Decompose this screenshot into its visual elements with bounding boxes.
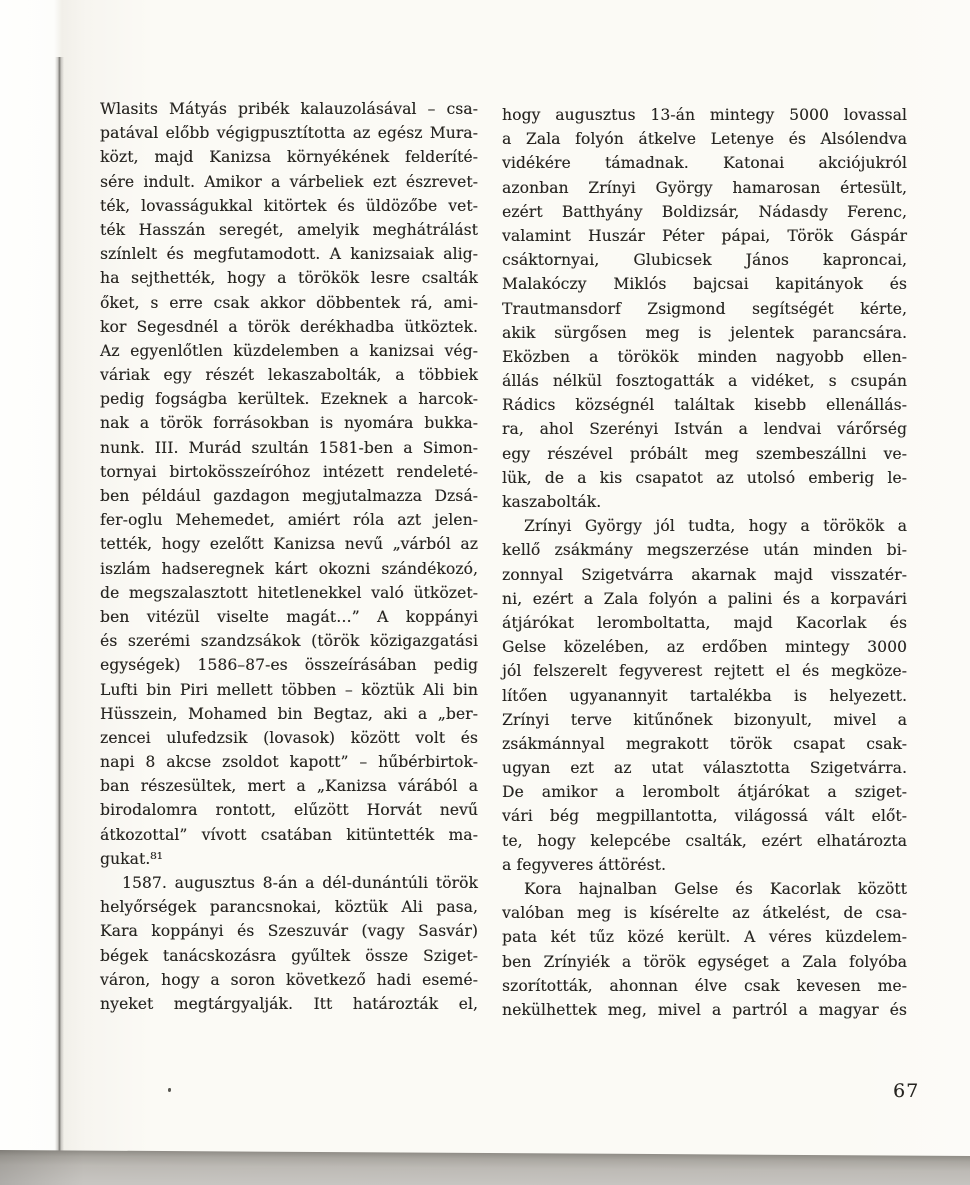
text-line: nunk. III. Murád szultán 1581-ben a Simon- (100, 438, 478, 457)
text-line: ték Hasszán seregét, amelyik meghátrálást (100, 220, 478, 239)
text-line: akik sürgősen meg is jelentek parancsára. (502, 323, 907, 342)
text-line: valóban meg is kísérelte az átkelést, de csa- (502, 904, 907, 923)
text-line: napi 8 akcse zsoldot kapott” – hűbérbirtok- (100, 753, 478, 772)
text-line: sére indult. Amikor a várbeliek ezt észrevet- (100, 172, 478, 191)
text-line: ték, lovasságukkal kitörtek és üldözőbe vet- (100, 196, 478, 215)
text-line: De amikor a lerombolt átjárókat a sziget- (502, 783, 907, 802)
text-line: birodalomra rontott, elűzött Horvát nevű (100, 801, 478, 820)
text-line: Eközben a törökök minden nagyobb ellen- (502, 347, 907, 366)
text-column-left (100, 97, 478, 1016)
text-line: ben vitézül viselte magát…” A koppányi (100, 607, 478, 626)
text-line: te, hogy kelepcébe csalták, ezért elhatározta (502, 831, 907, 850)
text-line: kor Segesdnél a török derékhadba ütköztek. (100, 317, 478, 336)
text-line: egységek) 1586–87-es összeírásában pedig (100, 656, 478, 675)
text-line: nekülhettek meg, mivel a partról a magyar és (502, 1000, 907, 1019)
text-line: Malakóczy Miklós bajcsai kapitányok és (502, 275, 907, 294)
text-line: ha sejthették, hogy a törökök lesre csalták (100, 269, 478, 288)
text-line: csáktornyai, Glubicsek János kaproncai, (502, 251, 907, 270)
text-line: ugyan ezt az utat választotta Szigetvárra. (502, 759, 907, 778)
text-line: pedig fogságba kerültek. Ezeknek a harcok- (100, 390, 478, 409)
text-line: váron, hogy a soron következő hadi esemé- (100, 970, 478, 989)
text-line: tornyai birtokösszeíróhoz intézett rendeleté- (100, 462, 478, 481)
text-line: Zrínyi terve kitűnőnek bizonyult, mivel a (502, 710, 907, 729)
text-line: Rádics községnél találtak kisebb ellenállás- (502, 396, 907, 415)
text-line: lítően ugyanannyit tartalékba is helyezett. (502, 686, 907, 705)
text-line: patával előbb végigpusztította az egész Mura- (100, 124, 478, 143)
text-line: iszlám hadseregnek kárt okozni szándékozó, (100, 559, 478, 578)
scanner-table-edge (0, 1150, 970, 1185)
text-line: színlelt és megfutamodott. A kanizsaiak alig- (100, 245, 478, 264)
text-line: Zrínyi György jól tudta, hogy a törökök a (524, 517, 907, 536)
text-line: nak a török forrásokban is nyomára bukka- (100, 414, 478, 433)
text-line: átjárókat leromboltatta, majd Kacorlak és (502, 613, 907, 632)
text-line: ben Zrínyiék a török egységet a Zala folyóba (502, 952, 907, 971)
text-line: átkozottal” vívott csatában kitüntették ma- (100, 825, 478, 844)
text-line: ezért Batthyány Boldizsár, Nádasdy Ferenc, (502, 202, 907, 221)
text-line: Wlasits Mátyás pribék kalauzolásával – csa- (100, 100, 478, 118)
page-number: 67 (893, 1080, 920, 1102)
text-line: jól felszerelt fegyverest rejtett el és megköze- (502, 662, 907, 681)
text-line: hogy augusztus 13-án mintegy 5000 lovassal (502, 106, 907, 124)
text-line: helyőrségek parancsnokai, köztük Ali pasa, (100, 898, 478, 917)
text-line: tették, hogy ezelőtt Kanizsa nevű „várból az (100, 535, 478, 554)
text-line: pata két tűz közé került. A véres küzdelem- (502, 928, 907, 947)
text-line: Kora hajnalban Gelse és Kacorlak között (524, 880, 907, 898)
ink-speck (168, 1088, 171, 1092)
text-line: zonnyal Szigetvárra akarnak majd visszatér- (502, 565, 907, 584)
text-line: állás nélkül fosztogatták a vidéket, s csupán (502, 372, 907, 391)
text-line: Kara koppányi és Szeszuvár (vagy Sasvár) (100, 922, 478, 941)
text-line: váriak egy részét lekaszabolták, a többiek (100, 366, 478, 385)
text-line: Az egyenlőtlen küzdelemben a kanizsai vég- (100, 341, 478, 360)
text-line: de megszalasztott hitetlenekkel való ütközet- (100, 583, 478, 602)
text-line: őket, s erre csak akkor döbbentek rá, ami- (100, 293, 478, 312)
text-line: kaszabolták. (502, 493, 602, 511)
text-line: lük, de a kis csapatot az utolsó emberig le- (502, 468, 907, 487)
text-line: a Zala folyón átkelve Letenye és Alsólendva (502, 130, 907, 149)
text-line: bégek tanácskozásra gyűltek össze Sziget- (100, 946, 478, 965)
text-line: 1587. augusztus 8-án a dél-dunántúli török (122, 874, 478, 892)
text-line: Hüsszein, Mohamed bin Begtaz, aki a „ber- (100, 704, 478, 723)
text-line: zsákmánnyal megrakott török csapat csak- (502, 734, 907, 753)
text-line: ni, ezért a Zala folyón a palini és a korpavári (502, 589, 907, 608)
text-line: ben például gazdagon megjutalmazza Dzsá- (100, 487, 478, 505)
text-line: szorították, ahonnan élve csak kevesen me- (502, 976, 907, 995)
text-line: nyeket megtárgyalják. Itt határozták el, (100, 994, 478, 1013)
text-line: és szerémi szandzsákok (török közigazgatási (100, 632, 478, 651)
page-gutter-shadow (55, 57, 64, 1152)
text-line: kellő zsákmány megszerzése után minden bi- (502, 541, 907, 560)
text-line: azonban Zrínyi György hamarosan értesült, (502, 178, 907, 197)
text-line: Trautmansdorf Zsigmond segítségét kérte, (502, 299, 907, 318)
text-line: Gelse közelében, az erdőben mintegy 3000 (502, 638, 907, 657)
text-line: valamint Huszár Péter pápai, Török Gáspár (502, 226, 907, 245)
text-line: vári bég megpillantotta, világossá vált előt- (502, 807, 907, 826)
text-line: ra, ahol Szerényi István a lendvai várőrség (502, 420, 907, 439)
text-line: gukat.⁸¹ (100, 849, 163, 868)
text-line: a fegyveres áttörést. (502, 855, 666, 874)
text-line: Lufti bin Piri mellett többen – köztük Ali bin (100, 680, 478, 699)
text-line: fer-oglu Mehemedet, amiért róla azt jelen- (100, 511, 478, 530)
text-line: közt, majd Kanizsa környékének felderíté- (100, 148, 478, 167)
text-line: zencei ulufedzsik (lovasok) között volt és (100, 728, 478, 747)
text-line: vidékére támadnak. Katonai akciójukról (502, 154, 907, 173)
text-column-right (502, 103, 907, 1022)
text-line: egy részével próbált meg szembeszállni ve- (502, 444, 907, 463)
text-line: ban részesültek, mert a „Kanizsa várából a (100, 777, 478, 796)
